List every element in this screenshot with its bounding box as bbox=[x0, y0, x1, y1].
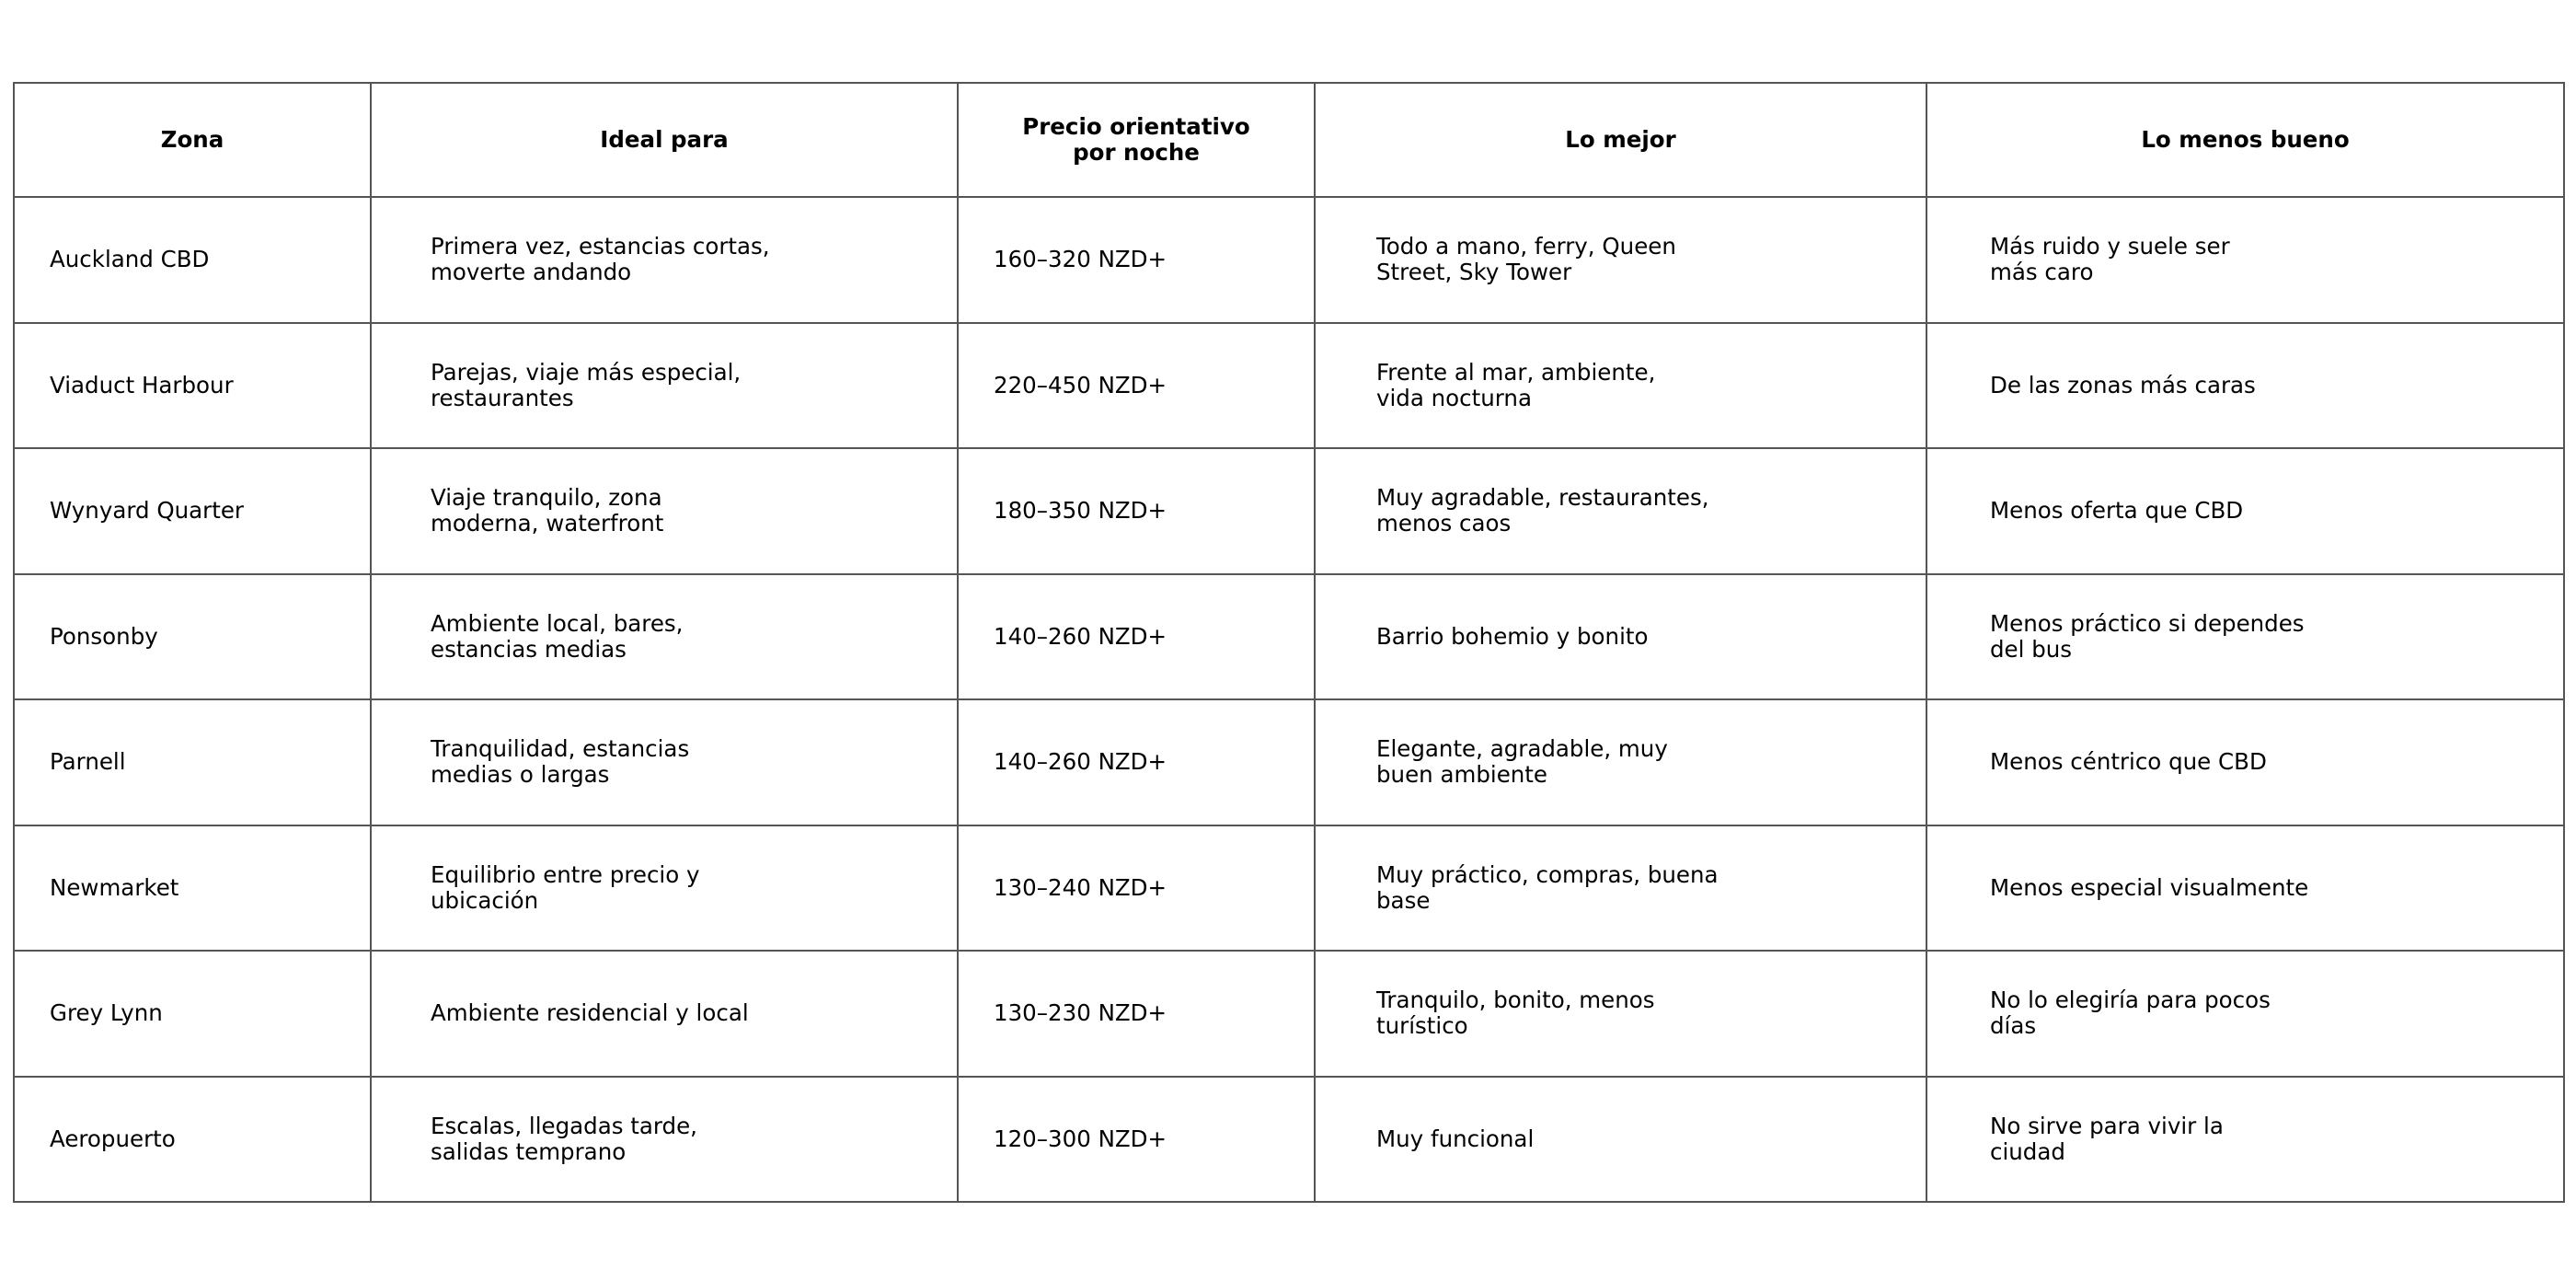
cell-lo-mejor: Todo a mano, ferry, Queen Street, Sky Tower bbox=[1315, 197, 1926, 323]
cell-ideal-para: Escalas, llegadas tarde, salidas temprano bbox=[371, 1077, 958, 1203]
header-lo-menos-bueno: Lo menos bueno bbox=[1926, 83, 2564, 197]
header-ideal-para: Ideal para bbox=[371, 83, 958, 197]
cell-ideal-para: Primera vez, estancias cortas, moverte andando bbox=[371, 197, 958, 323]
header-precio: Precio orientativo por noche bbox=[958, 83, 1315, 197]
cell-precio: 120–300 NZD+ bbox=[958, 1077, 1315, 1203]
cell-lo-menos-bueno: Más ruido y suele ser más caro bbox=[1926, 197, 2564, 323]
cell-zona: Auckland CBD bbox=[14, 197, 371, 323]
cell-lo-menos-bueno: Menos especial visualmente bbox=[1926, 825, 2564, 952]
zones-table bbox=[13, 82, 2565, 1203]
cell-zona: Ponsonby bbox=[14, 574, 371, 700]
cell-lo-mejor: Elegante, agradable, muy buen ambiente bbox=[1315, 699, 1926, 825]
cell-zona: Newmarket bbox=[14, 825, 371, 952]
cell-lo-menos-bueno: Menos céntrico que CBD bbox=[1926, 699, 2564, 825]
cell-precio: 220–450 NZD+ bbox=[958, 323, 1315, 449]
table-row bbox=[14, 197, 2564, 323]
table-row bbox=[14, 1077, 2564, 1203]
cell-lo-mejor: Muy práctico, compras, buena base bbox=[1315, 825, 1926, 952]
cell-lo-menos-bueno: De las zonas más caras bbox=[1926, 323, 2564, 449]
cell-precio: 180–350 NZD+ bbox=[958, 448, 1315, 574]
cell-lo-mejor: Muy agradable, restaurantes, menos caos bbox=[1315, 448, 1926, 574]
cell-ideal-para: Viaje tranquilo, zona moderna, waterfront bbox=[371, 448, 958, 574]
cell-precio: 130–240 NZD+ bbox=[958, 825, 1315, 952]
table-row bbox=[14, 574, 2564, 700]
header-lo-mejor: Lo mejor bbox=[1315, 83, 1926, 197]
cell-lo-mejor: Muy funcional bbox=[1315, 1077, 1926, 1203]
cell-ideal-para: Ambiente residencial y local bbox=[371, 951, 958, 1077]
cell-precio: 140–260 NZD+ bbox=[958, 574, 1315, 700]
cell-zona: Grey Lynn bbox=[14, 951, 371, 1077]
cell-ideal-para: Ambiente local, bares, estancias medias bbox=[371, 574, 958, 700]
cell-zona: Aeropuerto bbox=[14, 1077, 371, 1203]
table-row bbox=[14, 825, 2564, 952]
cell-precio: 140–260 NZD+ bbox=[958, 699, 1315, 825]
cell-zona: Viaduct Harbour bbox=[14, 323, 371, 449]
table-row bbox=[14, 951, 2564, 1077]
cell-lo-menos-bueno: No lo elegiría para pocos días bbox=[1926, 951, 2564, 1077]
cell-lo-menos-bueno: Menos práctico si dependes del bus bbox=[1926, 574, 2564, 700]
cell-ideal-para: Equilibrio entre precio y ubicación bbox=[371, 825, 958, 952]
cell-lo-mejor: Barrio bohemio y bonito bbox=[1315, 574, 1926, 700]
cell-zona: Parnell bbox=[14, 699, 371, 825]
cell-lo-mejor: Frente al mar, ambiente, vida nocturna bbox=[1315, 323, 1926, 449]
cell-precio: 160–320 NZD+ bbox=[958, 197, 1315, 323]
cell-lo-mejor: Tranquilo, bonito, menos turístico bbox=[1315, 951, 1926, 1077]
table-row bbox=[14, 323, 2564, 449]
table-header-row bbox=[14, 83, 2564, 197]
cell-lo-menos-bueno: No sirve para vivir la ciudad bbox=[1926, 1077, 2564, 1203]
cell-ideal-para: Parejas, viaje más especial, restaurantes bbox=[371, 323, 958, 449]
cell-lo-menos-bueno: Menos oferta que CBD bbox=[1926, 448, 2564, 574]
table-row bbox=[14, 699, 2564, 825]
cell-ideal-para: Tranquilidad, estancias medias o largas bbox=[371, 699, 958, 825]
cell-zona: Wynyard Quarter bbox=[14, 448, 371, 574]
cell-precio: 130–230 NZD+ bbox=[958, 951, 1315, 1077]
header-zona: Zona bbox=[14, 83, 371, 197]
table-row bbox=[14, 448, 2564, 574]
